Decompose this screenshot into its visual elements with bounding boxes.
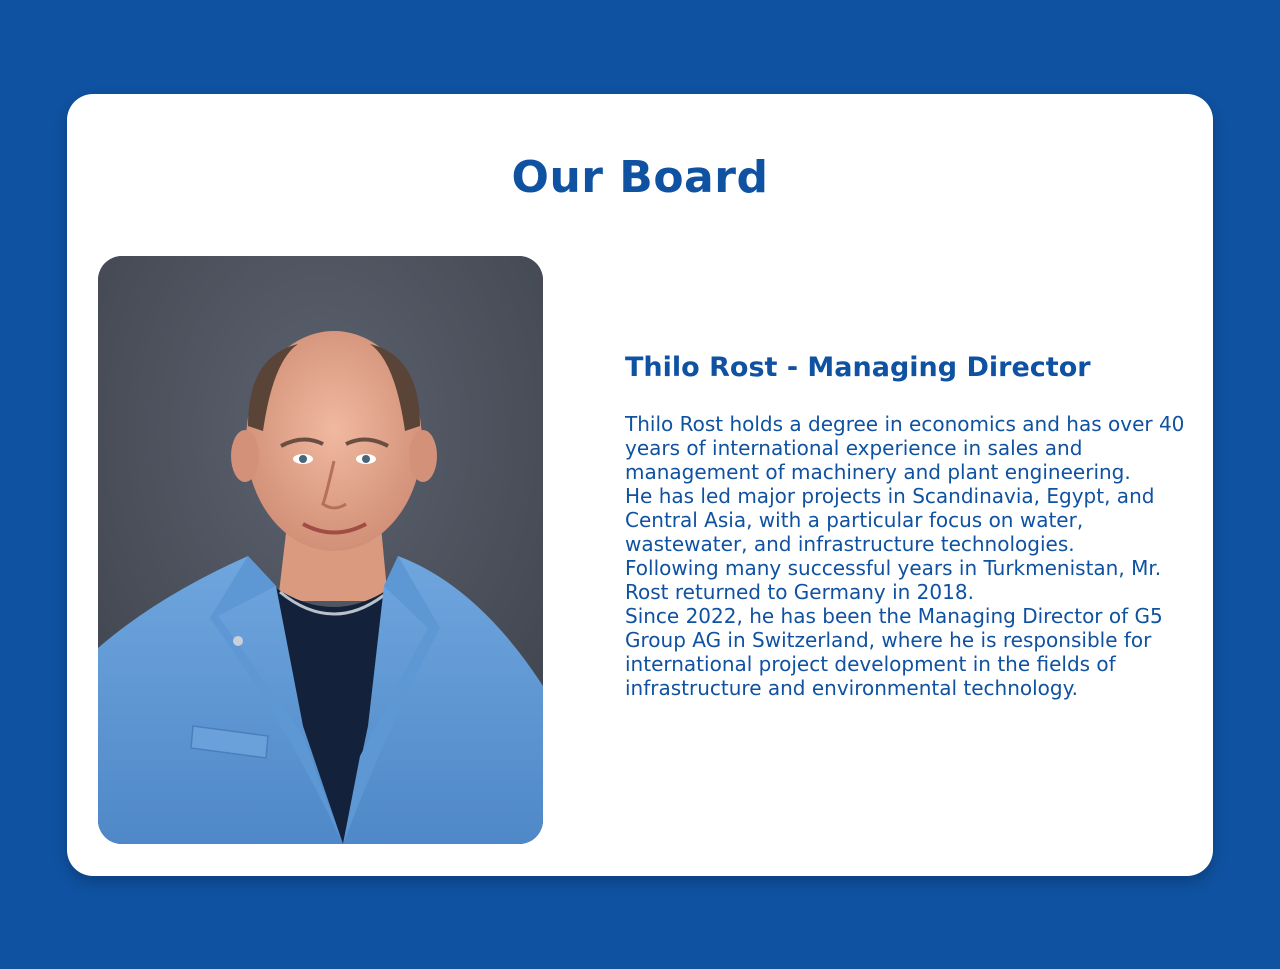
bio-text bbox=[625, 412, 1185, 700]
bio-paragraph: Following many successful years in Turkmenistan, Mr. Rost returned to Germany in 2018. bbox=[625, 556, 1162, 604]
member-photo bbox=[98, 256, 543, 844]
page-title: Our Board bbox=[511, 152, 769, 203]
member-bio bbox=[625, 348, 1185, 700]
bio-paragraph: He has led major projects in Scandinavia, Egypt, and Central Asia, with a particular focus on water, wastewater, and infrastructure technologies. bbox=[625, 484, 1155, 556]
member-heading: Thilo Rost - Managing Director bbox=[625, 352, 1091, 383]
bio-paragraph: Since 2022, he has been the Managing Director of G5 Group AG in Switzerland, where he is responsible for international project development in the fields of infrastructure and environmental technology. bbox=[625, 604, 1163, 700]
bio-paragraph: Thilo Rost holds a degree in economics and has over 40 years of international experience in sales and management of machinery and plant engineering. bbox=[625, 412, 1185, 484]
board-card bbox=[67, 94, 1213, 876]
portrait-illustration bbox=[98, 256, 543, 844]
